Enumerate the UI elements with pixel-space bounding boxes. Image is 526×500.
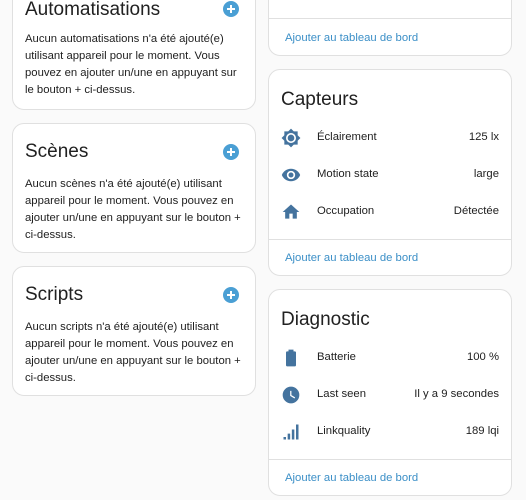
controls-card: [268, 0, 512, 56]
diagnostic-value: Il y a 9 secondes: [414, 388, 499, 400]
add-to-dashboard-link[interactable]: Ajouter au tableau de bord: [285, 252, 419, 264]
diagnostic-value: 100 %: [466, 351, 499, 363]
home-icon: [281, 202, 301, 222]
scenes-card: [12, 123, 256, 253]
diagnostic-card: [268, 289, 512, 496]
automations-empty-text: Aucun automatisations n'a été ajouté(e) utilisant appareil pour le moment. Vous pouvez en ajouter un/une en appuyant sur le bouton + ci-dessus.: [25, 33, 237, 96]
sensor-label: Motion state: [317, 168, 379, 180]
sensor-value: Détectée: [453, 205, 499, 217]
card-divider: [269, 18, 511, 19]
battery-icon: [281, 348, 301, 368]
add-to-dashboard-link[interactable]: Ajouter au tableau de bord: [285, 472, 419, 484]
sensor-label: Éclairement: [317, 131, 377, 143]
scenes-title: Scènes: [25, 141, 89, 162]
diagnostic-row-linkquality[interactable]: [269, 422, 511, 442]
clock-icon: [281, 385, 301, 405]
brightness-icon: [281, 128, 301, 148]
sensor-row-illuminance[interactable]: [269, 128, 511, 148]
sensors-title: Capteurs: [281, 89, 359, 110]
sensor-row-motion-state[interactable]: [269, 165, 511, 185]
add-scene-button[interactable]: [223, 144, 239, 160]
diagnostic-label: Last seen: [317, 388, 366, 400]
scripts-title: Scripts: [25, 284, 84, 305]
sensors-card: [268, 69, 512, 276]
diagnostic-row-battery[interactable]: [269, 348, 511, 368]
scripts-empty-text: Aucun scripts n'a été ajouté(e) utilisant appareil pour le moment. Vous pouvez en ajouter un/une en appuyant sur le bouton + ci-dessus.: [25, 321, 241, 384]
scenes-empty-text: Aucun scènes n'a été ajouté(e) utilisant appareil pour le moment. Vous pouvez en ajouter un/une en appuyant sur le bouton + ci-dessus.: [25, 178, 241, 241]
diagnostic-label: Linkquality: [317, 425, 371, 437]
diagnostic-value: 189 lqi: [465, 425, 499, 437]
card-divider: [269, 459, 511, 460]
sensor-value: 125 lx: [468, 131, 499, 143]
diagnostic-row-last-seen[interactable]: [269, 385, 511, 405]
eye-icon: [281, 165, 301, 185]
sensor-row-occupancy[interactable]: [269, 202, 511, 222]
signal-icon: [281, 422, 301, 442]
sensor-label: Occupation: [317, 205, 375, 217]
automations-card: [12, 0, 256, 110]
diagnostic-label: Batterie: [317, 351, 356, 363]
automations-title: Automatisations: [25, 0, 161, 20]
add-to-dashboard-link[interactable]: Ajouter au tableau de bord: [285, 32, 419, 44]
scripts-card: [12, 266, 256, 396]
diagnostic-title: Diagnostic: [281, 309, 370, 330]
add-automation-button[interactable]: [223, 1, 239, 17]
card-divider: [269, 239, 511, 240]
sensor-value: large: [473, 168, 499, 180]
add-script-button[interactable]: [223, 287, 239, 303]
